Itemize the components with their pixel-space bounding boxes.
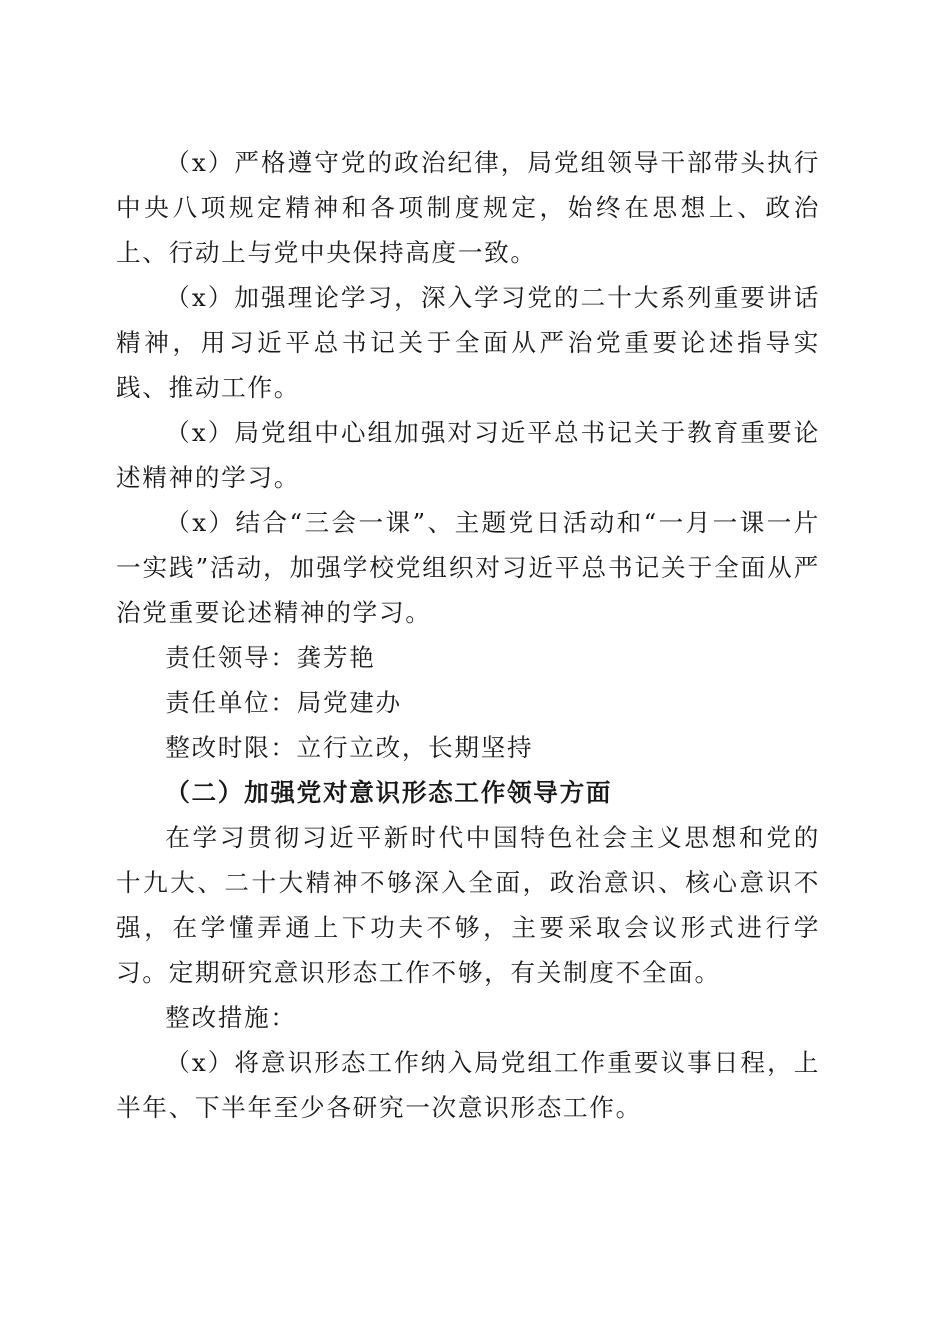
- rectification-measures-label: 整改措施：: [165, 1003, 297, 1032]
- measure-ideology-agenda: （x）将意识形态工作纳入局党组工作重要议事日程，上半年、下半年至少各研究一次意识形态工作。: [116, 1048, 820, 1122]
- section-heading: （二）加强党对意识形态工作领导方面: [165, 778, 613, 807]
- document-body: [116, 140, 820, 1130]
- rectification-deadline: 整改时限：立行立改，长期坚持: [165, 733, 534, 762]
- measure-theory-study: （x）加强理论学习，深入学习党的二十大系列重要讲话精神，用习近平总书记关于全面从严治党重要论述指导实践、推动工作。: [116, 283, 820, 402]
- problem-description: 在学习贯彻习近平新时代中国特色社会主义思想和党的十九大、二十大精神不够深入全面，政治意识、核心意识不强，在学懂弄通上下功夫不够，主要采取会议形式进行学习。定期研究意识形态工作不够，有关制度不全面。: [116, 823, 820, 987]
- measure-political-discipline: （x）严格遵守党的政治纪律，局党组领导干部带头执行中央八项规定精神和各项制度规定，始终在思想上、政治上、行动上与党中央保持高度一致。: [116, 148, 820, 267]
- responsible-leader: 责任领导：龚芳艳: [165, 643, 376, 672]
- measure-central-group-study: （x）局党组中心组加强对习近平总书记关于教育重要论述精神的学习。: [116, 418, 820, 492]
- responsible-unit: 责任单位：局党建办: [165, 688, 402, 717]
- measure-school-party-study: （x）结合“三会一课”、主题党日活动和“一月一课一片一实践”活动，加强学校党组织对习近平总书记关于全面从严治党重要论述精神的学习。: [116, 508, 820, 627]
